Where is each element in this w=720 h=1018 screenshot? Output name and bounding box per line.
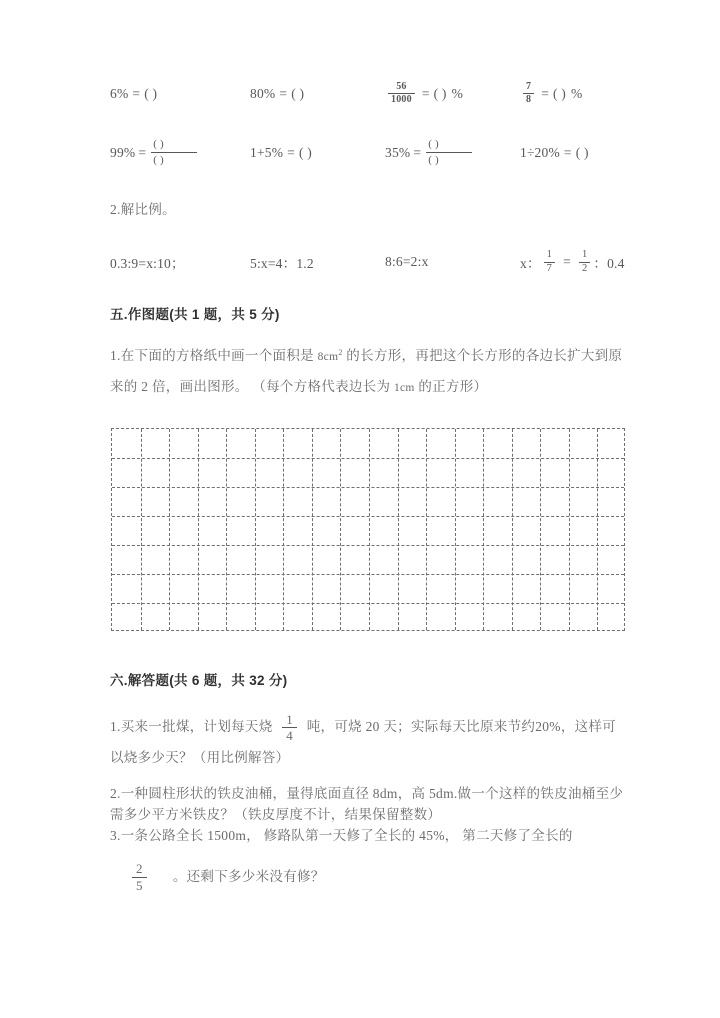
question-text-part-1: 买来一批煤，计划每天烧 [120, 719, 273, 734]
bracket-fraction-numerator[interactable]: ( ) [428, 138, 439, 150]
question-2-items [110, 250, 630, 274]
proportion-suffix: ：0.4 [593, 256, 625, 271]
question-text-part-4: 的正方形） [414, 378, 488, 394]
fraction-denominator: 7 [544, 262, 555, 275]
equals-sign: = [413, 144, 422, 160]
fraction-denominator: 1000 [388, 93, 415, 105]
proportion-prefix: x： [520, 256, 541, 271]
grid-vertical-line [369, 429, 370, 630]
grid-vertical-line [597, 429, 598, 630]
proportion-item-4 [520, 250, 625, 274]
grid-vertical-line [312, 429, 313, 630]
question-text-part-2: 的长方形，再把这个长方形的各边长扩 [342, 347, 581, 363]
grid-vertical-line [340, 429, 341, 630]
section-six-question-3-line-1 [110, 825, 626, 846]
fraction-1-over-7 [544, 250, 555, 274]
answer-blank[interactable]: ( ) [575, 144, 589, 160]
fraction-2-over-5 [132, 862, 147, 892]
expr-lhs: 6% [110, 85, 129, 101]
fraction-numerator: 1 [286, 711, 294, 727]
fill-blank-row-1 [110, 82, 630, 105]
grid-vertical-line [512, 429, 513, 630]
grid-vertical-line [141, 429, 142, 630]
answer-blank[interactable]: ( ) [553, 85, 566, 101]
question-text-part-3: 20%，这样可以烧多少天？（用比例解答） [110, 719, 617, 766]
grid-horizontal-line [112, 545, 624, 546]
fill-blank-item-6 [250, 145, 385, 161]
section-six-question-2 [110, 783, 626, 825]
answer-blank[interactable]: ( ) [144, 85, 158, 101]
fill-blank-item-7 [385, 139, 520, 166]
question-2-heading: 2.解比例。 [110, 202, 176, 217]
fill-blank-item-5 [110, 139, 250, 166]
question-text-part-2: 吨，可烧 20 天；实际每天比原来节约 [306, 719, 536, 734]
fraction-numerator: 1 [546, 249, 553, 260]
expr-lhs: 99% [110, 144, 136, 160]
section-six-question-1 [110, 712, 626, 773]
question-text-line-1: 一条公路全长 1500m， 修路队第一天修了全长的 45%， 第二天修了全长的 [120, 828, 573, 843]
answer-blank[interactable]: ( ) [433, 85, 447, 101]
fraction-1-over-4 [282, 713, 297, 743]
fraction-denominator: 2 [579, 262, 590, 275]
percent-sign: % [451, 85, 464, 101]
grid-horizontal-line [112, 603, 624, 604]
bracket-fraction-denominator[interactable]: ( ) [151, 152, 197, 166]
grid-horizontal-line [112, 574, 624, 575]
expr-lhs: 1+5% [250, 144, 284, 160]
grid-vertical-line [455, 429, 456, 630]
question-text-line-2: 桶至少需多少平方米铁皮？（铁皮厚度不计，结果保留整数） [110, 786, 624, 822]
equals-sign: = [287, 144, 295, 160]
equals-sign: = [541, 85, 550, 101]
measure-exponent: 2 [338, 348, 343, 357]
grid-horizontal-line [112, 516, 624, 517]
bracket-fraction-blank[interactable] [426, 139, 472, 166]
equals-sign: = [279, 85, 288, 101]
grid-vertical-line [398, 429, 399, 630]
grid-vertical-line [426, 429, 427, 630]
section-six-question-3-line-2 [126, 862, 626, 892]
fraction-numerator: 2 [136, 861, 143, 876]
equals-sign: = [132, 85, 141, 101]
question-text-part-1: 在下面的方格纸中画一个面积是 [120, 347, 318, 363]
fraction-numerator: 1 [581, 249, 588, 260]
question-text-line-1: 一种圆柱形状的铁皮油桶，量得底面直径 8dm，高 5dm.做一个这样的铁皮油 [120, 786, 582, 801]
grid-horizontal-line [112, 487, 624, 488]
grid-horizontal-line [112, 458, 624, 459]
fill-blank-item-8 [520, 145, 589, 161]
fraction-numerator: 7 [526, 81, 532, 92]
grid-vertical-line [283, 429, 284, 630]
question-number: 1. [110, 719, 121, 734]
question-number: 1. [110, 347, 121, 363]
grid-vertical-line [198, 429, 199, 630]
section-five-question-text [110, 338, 626, 403]
answer-blank[interactable]: ( ) [291, 85, 305, 101]
equals-sign: = [563, 144, 572, 160]
grid-vertical-line [540, 429, 541, 630]
fraction-56-over-1000 [388, 82, 415, 105]
measure-8cm2 [317, 348, 343, 363]
answer-blank[interactable]: ( ) [299, 144, 312, 160]
fraction-denominator: 8 [523, 93, 534, 105]
fraction-denominator: 5 [132, 877, 147, 893]
fraction-7-over-8 [523, 82, 534, 105]
fraction-denominator: 4 [282, 727, 297, 743]
bracket-fraction-denominator[interactable]: ( ) [426, 152, 472, 166]
fill-blank-item-1 [110, 86, 250, 102]
measure-1cm: 1cm [393, 381, 415, 394]
proportion-item-1: 0.3:9=x:10； [110, 256, 185, 271]
bracket-fraction-numerator[interactable]: ( ) [153, 138, 164, 150]
graph-paper-grid[interactable] [111, 428, 625, 631]
bracket-fraction-blank[interactable] [151, 139, 197, 166]
equals-sign: = [138, 144, 147, 160]
question-number: 3. [110, 828, 121, 843]
fraction-1-over-2 [579, 250, 590, 274]
proportion-item-3: 8:6=2:x [385, 254, 429, 269]
question-text-suffix: 。还剩下多少米没有修？ [172, 869, 325, 885]
grid-vertical-line [226, 429, 227, 630]
grid-vertical-line [169, 429, 170, 630]
fill-blank-row-2 [110, 139, 630, 166]
measure-value: 8cm [317, 350, 339, 363]
expr-lhs: 1÷20% [520, 144, 560, 160]
grid-vertical-line [569, 429, 570, 630]
equals-sign: = [563, 254, 571, 269]
question-text-part-3: 大到原来的 2 倍，画出图形。 （每个方格代表边长为 [110, 347, 623, 394]
proportion-item-2: 5:x=4：1.2 [250, 256, 314, 271]
percent-sign: % [571, 85, 583, 101]
expr-lhs: 80% [250, 85, 276, 101]
equals-sign: = [421, 85, 430, 101]
grid-vertical-line [483, 429, 484, 630]
fill-blank-item-3 [385, 82, 520, 105]
fill-blank-item-4 [520, 82, 582, 105]
question-number: 2. [110, 786, 121, 801]
fraction-numerator: 56 [396, 81, 407, 92]
section-six-heading: 六.解答题(共 6 题，共 32 分) [110, 673, 288, 688]
expr-lhs: 35% [385, 144, 411, 160]
section-five-heading: 五.作图题(共 1 题，共 5 分) [110, 307, 280, 322]
fill-blank-item-2 [250, 86, 385, 102]
grid-vertical-line [255, 429, 256, 630]
